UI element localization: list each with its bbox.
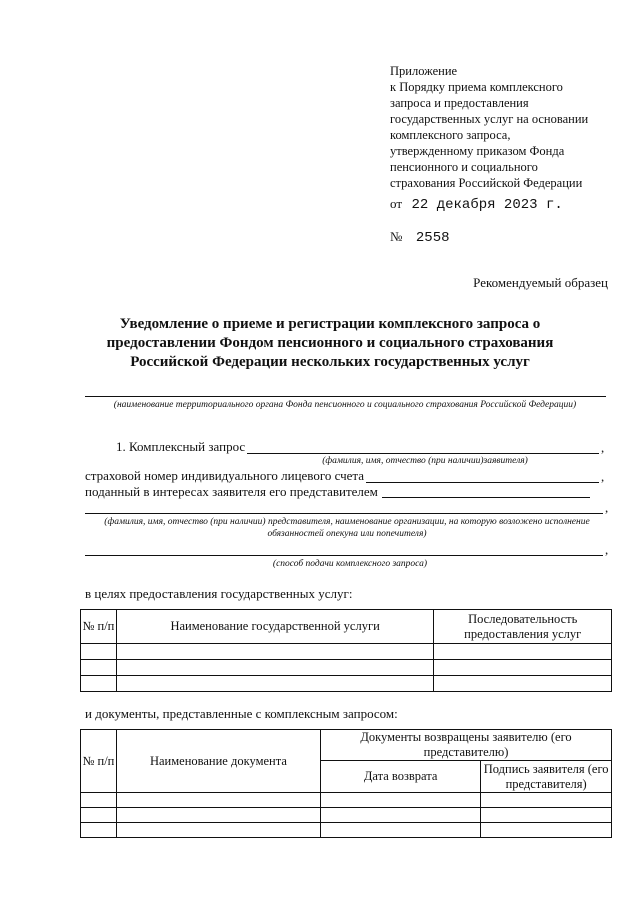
appendix-line: страхования Российской Федерации — [390, 176, 583, 190]
col-document-name-header: Наименование документа — [116, 730, 320, 793]
table-cell[interactable] — [116, 823, 320, 838]
table-cell[interactable] — [481, 808, 612, 823]
table-cell[interactable] — [81, 793, 117, 808]
number-prefix: № — [390, 229, 403, 244]
col-number-header: № п/п — [81, 730, 117, 793]
services-table — [80, 609, 612, 692]
caption-territorial: (наименование территориального органа Фонда пенсионного и социального страхования Российской Федерации) — [113, 400, 577, 410]
services-intro: в целях предоставления государственных услуг: — [85, 586, 353, 601]
appendix-line: к Порядку приема комплексного — [390, 80, 563, 94]
table-row — [81, 660, 612, 676]
documents-intro: и документы, представленные с комплексным запросом: — [85, 706, 398, 721]
table-cell[interactable] — [116, 793, 320, 808]
appendix-line: пенсионного и социального — [390, 160, 538, 174]
document-title: Уведомление о приеме и регистрации комплексного запроса о предоставлении Фондом пенсионного и социального страхования Российской Федерации нескольких государственных услуг — [106, 316, 554, 370]
snils-label: страховой номер индивидуального лицевого счета — [85, 468, 365, 483]
comma: , — [601, 440, 605, 455]
col-returned-header: Документы возвращены заявителю (его представителю) — [321, 730, 612, 761]
appendix-block — [390, 63, 588, 191]
table-cell[interactable] — [481, 823, 612, 838]
applicant-name-field[interactable] — [247, 453, 599, 454]
comma: , — [605, 500, 609, 515]
table-cell[interactable] — [116, 808, 320, 823]
table-cell[interactable] — [116, 660, 434, 676]
table-header-row — [81, 610, 612, 644]
date-prefix: от — [390, 196, 403, 211]
table-cell[interactable] — [116, 676, 434, 692]
col-order-header: Последовательность предоставления услуг — [434, 610, 612, 644]
territorial-body-field[interactable] — [85, 396, 606, 397]
table-row — [81, 823, 612, 838]
table-cell[interactable] — [116, 644, 434, 660]
appendix-line: утвержденному приказом Фонда — [390, 144, 565, 158]
table-cell[interactable] — [434, 644, 612, 660]
snils-field[interactable] — [366, 482, 599, 483]
table-cell[interactable] — [321, 808, 481, 823]
caption-representative: (фамилия, имя, отчество (при наличии) представителя, наименование организации, на которую возложено исполнение обязанностей опекуна или попечителя) — [104, 517, 590, 539]
table-row — [81, 793, 612, 808]
order-date — [390, 196, 563, 213]
col-number-header: № п/п — [81, 610, 117, 644]
order-number — [390, 229, 450, 246]
table-row — [81, 808, 612, 823]
submission-method-field[interactable] — [85, 555, 603, 556]
request-label: 1. Комплексный запрос — [116, 439, 246, 454]
table-cell[interactable] — [321, 793, 481, 808]
caption-method: (способ подачи комплексного запроса) — [272, 559, 428, 569]
table-cell[interactable] — [434, 660, 612, 676]
appendix-line: Приложение — [390, 64, 458, 78]
date-value: 22 декабря 2023 г. — [411, 197, 563, 213]
table-row — [81, 676, 612, 692]
appendix-line: запроса и предоставления — [390, 96, 529, 110]
table-cell[interactable] — [81, 644, 117, 660]
number-value: 2558 — [415, 230, 450, 246]
table-cell[interactable] — [434, 676, 612, 692]
table-cell[interactable] — [481, 793, 612, 808]
table-cell[interactable] — [81, 676, 117, 692]
comma: , — [601, 469, 605, 484]
table-cell[interactable] — [321, 823, 481, 838]
representative-field[interactable] — [382, 497, 590, 498]
sample-label: Рекомендуемый образец — [473, 275, 608, 290]
table-header-row — [81, 730, 612, 761]
documents-table — [80, 729, 612, 838]
col-signature-header: Подпись заявителя (его представителя) — [481, 761, 612, 793]
comma: , — [605, 542, 609, 557]
table-row — [81, 644, 612, 660]
col-service-name-header: Наименование государственной услуги — [116, 610, 434, 644]
representative-label: поданный в интересах заявителя его представителем — [85, 484, 378, 499]
appendix-line: комплексного запроса, — [390, 128, 511, 142]
col-return-date-header: Дата возврата — [321, 761, 481, 793]
caption-applicant: (фамилия, имя, отчество (при наличии)заявителя) — [322, 456, 528, 466]
table-cell[interactable] — [81, 808, 117, 823]
table-cell[interactable] — [81, 660, 117, 676]
appendix-line: государственных услуг на основании — [390, 112, 589, 126]
representative-name-field[interactable] — [85, 513, 603, 514]
table-cell[interactable] — [81, 823, 117, 838]
